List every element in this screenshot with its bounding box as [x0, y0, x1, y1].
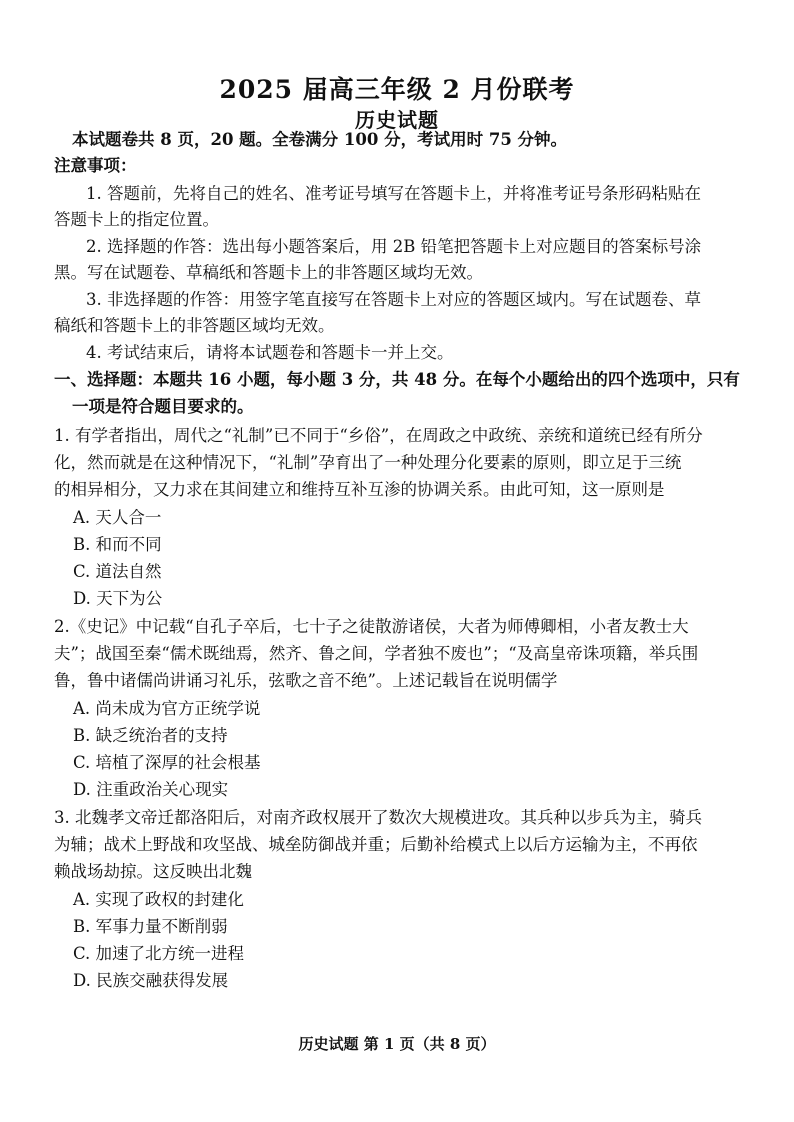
exam-info: 本试题卷共 8 页，20 题。全卷满分 100 分，考试用时 75 分钟。 [72, 130, 568, 149]
note-item-3-line-2: 稿纸和答题卡上的非答题区域均无效。 [54, 316, 335, 335]
exam-subject: 历史试题 [355, 108, 439, 132]
question-3-option-a: A. 实现了政权的封建化 [73, 890, 244, 909]
section-1-heading-cont: 一项是符合题目要求的。 [72, 397, 254, 416]
question-1-stem-line-1: 1. 有学者指出，周代之“礼制”已不同于“乡俗”，在周政之中政统、亲统和道统已经有所分 [54, 426, 703, 445]
question-1-stem-line-2: 化，然而就是在这种情况下，“礼制”孕育出了一种处理分化要素的原则，即立足于三统 [54, 453, 682, 472]
question-1-option-b: B. 和而不同 [73, 535, 162, 554]
note-item-3-line-1: 3. 非选择题的作答：用签字笔直接写在答题卡上对应的答题区域内。写在试题卷、草 [86, 290, 701, 309]
question-3-stem-line-2: 为辅；战术上野战和攻坚战、城垒防御战并重；后勤补给模式上以后方运输为主，不再依 [54, 835, 698, 854]
question-2-stem-line-2: 夫”；战国至秦“儒术既绌焉，然齐、鲁之间，学者独不废也”；“及高皇帝诛项籍，举兵围 [54, 644, 699, 663]
note-item-1-line-1: 1. 答题前，先将自己的姓名、准考证号填写在答题卡上，并将准考证号条形码粘贴在 [86, 184, 701, 203]
question-1-option-c: C. 道法自然 [73, 562, 162, 581]
question-3-option-c: C. 加速了北方统一进程 [73, 944, 245, 963]
question-2-option-c: C. 培植了深厚的社会根基 [73, 753, 261, 772]
question-2-option-a: A. 尚未成为官方正统学说 [73, 699, 261, 718]
notes-heading: 注意事项： [54, 156, 137, 175]
question-2-option-d: D. 注重政治关心现实 [73, 780, 229, 799]
question-2-option-b: B. 缺乏统治者的支持 [73, 726, 228, 745]
question-1-option-a: A. 天人合一 [73, 508, 162, 527]
question-3-stem-line-3: 赖战场劫掠。这反映出北魏 [54, 862, 252, 881]
question-3-stem-line-1: 3. 北魏孝文帝迁都洛阳后，对南齐政权展开了数次大规模进攻。其兵种以步兵为主，骑兵 [54, 808, 702, 827]
question-2-stem-line-1: 2.《史记》中记载“自孔子卒后，七十子之徒散游诸侯，大者为师傅卿相，小者友教士大 [54, 617, 689, 636]
question-1-stem-line-3: 的相异相分，又力求在其间建立和维持互补互渗的协调关系。由此可知，这一原则是 [54, 480, 665, 499]
question-3-option-b: B. 军事力量不断削弱 [73, 917, 228, 936]
question-1-option-d: D. 天下为公 [73, 589, 163, 608]
note-item-2-line-2: 黑。写在试题卷、草稿纸和答题卡上的非答题区域均无效。 [54, 263, 483, 282]
question-2-stem-line-3: 鲁，鲁中诸儒尚讲诵习礼乐，弦歌之音不绝”。上述记载旨在说明儒学 [54, 671, 558, 690]
page-footer: 历史试题 第 1 页（共 8 页） [298, 1035, 496, 1053]
question-3-option-d: D. 民族交融获得发展 [73, 971, 229, 990]
exam-title: 2025 届高三年级 2 月份联考 [219, 75, 575, 104]
section-1-heading: 一、选择题：本题共 16 小题，每小题 3 分，共 48 分。在每个小题给出的四个选项中，只有 [54, 370, 740, 389]
note-item-2-line-1: 2. 选择题的作答：选出每小题答案后，用 2B 铅笔把答题卡上对应题目的答案标号涂 [86, 237, 702, 256]
note-item-4-line-1: 4. 考试结束后，请将本试题卷和答题卡一并上交。 [86, 343, 454, 362]
note-item-1-line-2: 答题卡上的指定位置。 [54, 210, 219, 229]
